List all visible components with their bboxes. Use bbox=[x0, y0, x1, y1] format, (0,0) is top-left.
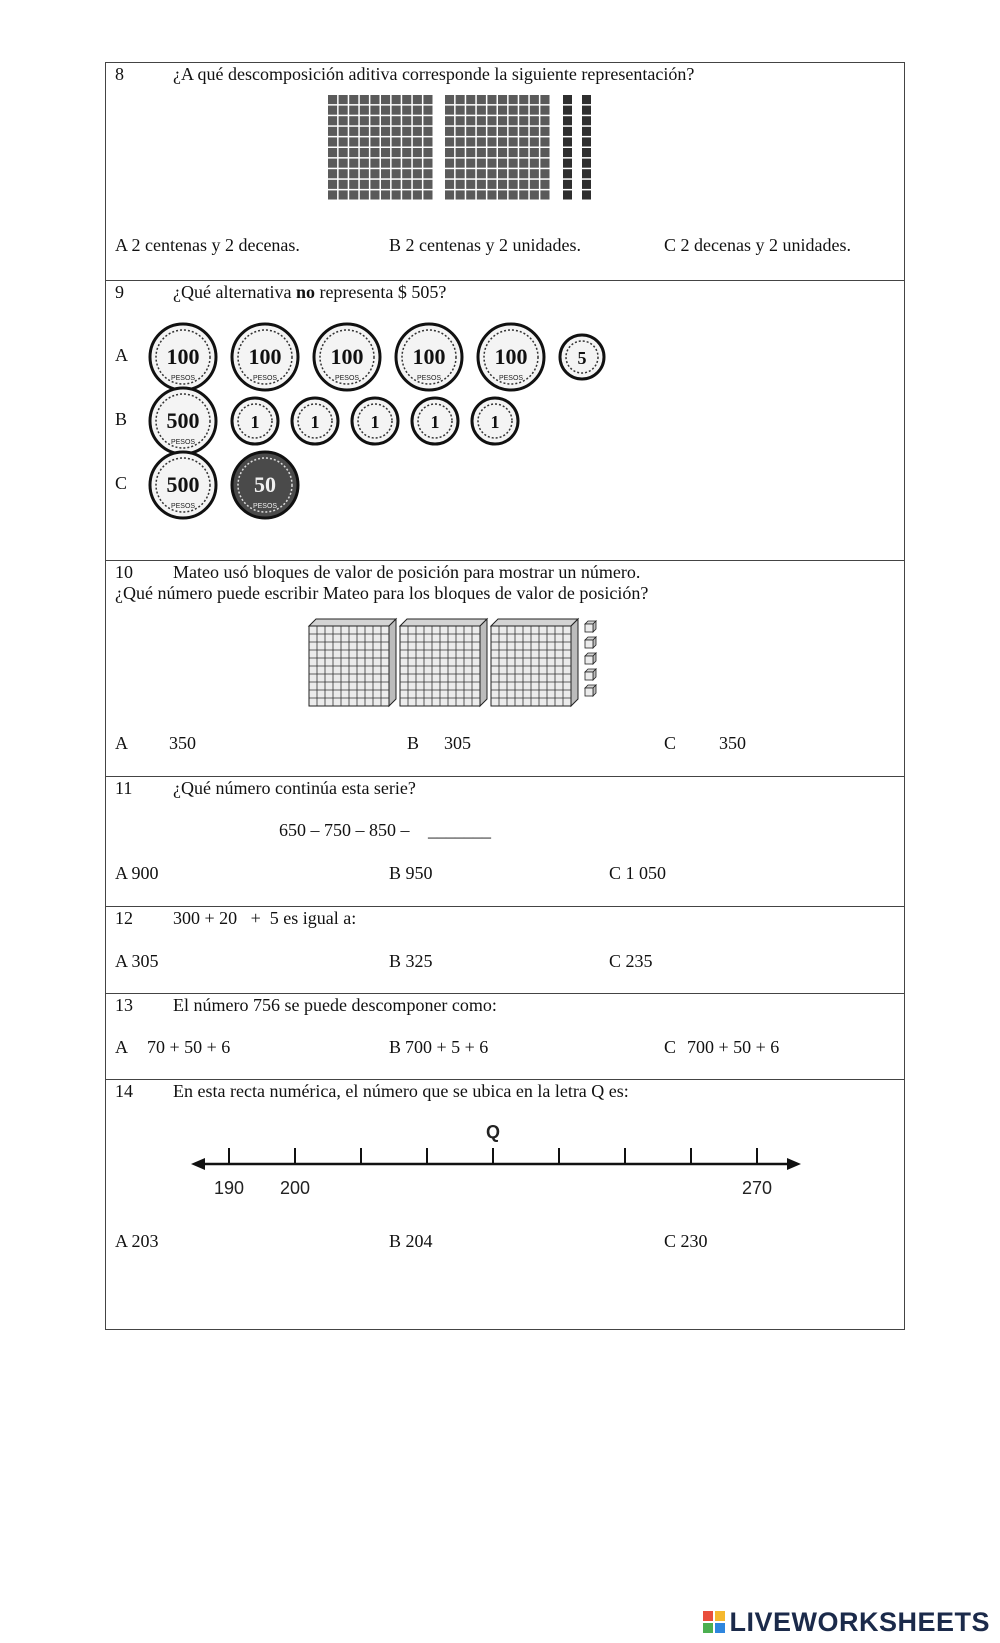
svg-text:PESOS: PESOS bbox=[252, 503, 278, 510]
place-value-blocks-image bbox=[309, 619, 609, 709]
svg-text:100: 100 bbox=[248, 344, 282, 369]
coin-100 bbox=[478, 324, 544, 390]
svg-text:100: 100 bbox=[412, 344, 446, 369]
question-number: 8 bbox=[115, 64, 124, 84]
coin-100 bbox=[150, 324, 216, 390]
unit-cube bbox=[585, 637, 596, 648]
option-c-letter[interactable]: C bbox=[115, 473, 128, 493]
question-text: ¿A qué descomposición aditiva corresponde la siguiente representación? bbox=[173, 64, 695, 84]
option-c[interactable]: C 230 bbox=[664, 1231, 708, 1251]
question-text: El número 756 se puede descomponer como: bbox=[173, 995, 497, 1015]
question-11 bbox=[106, 777, 904, 907]
option-a[interactable]: A 900 bbox=[115, 863, 159, 883]
svg-text:PESOS: PESOS bbox=[170, 439, 196, 446]
coin-1 bbox=[292, 398, 338, 444]
option-a-letter[interactable]: A bbox=[115, 733, 128, 753]
svg-text:1: 1 bbox=[310, 412, 320, 432]
label-190: 190 bbox=[213, 1178, 245, 1198]
svg-text:5: 5 bbox=[577, 348, 587, 368]
option-c[interactable]: C 1 050 bbox=[609, 863, 667, 883]
ten-rod bbox=[563, 95, 572, 200]
footer-logo bbox=[703, 1607, 990, 1637]
answer-blank[interactable]: _______ bbox=[428, 820, 491, 840]
coin-500 bbox=[150, 452, 216, 518]
option-a[interactable]: A 203 bbox=[115, 1231, 159, 1251]
coin-500 bbox=[150, 388, 216, 454]
svg-text:1: 1 bbox=[370, 412, 380, 432]
coin-50 bbox=[232, 452, 298, 518]
option-b-letter[interactable]: B bbox=[115, 409, 128, 429]
option-b-value[interactable]: 700 + 5 + 6 bbox=[405, 1037, 489, 1057]
svg-text:PESOS: PESOS bbox=[252, 375, 278, 382]
question-12 bbox=[106, 907, 904, 994]
svg-text:100: 100 bbox=[330, 344, 364, 369]
option-b[interactable]: B 2 centenas y 2 unidades. bbox=[389, 235, 581, 255]
question-text: ¿Qué número continúa esta serie? bbox=[173, 778, 416, 798]
svg-text:1: 1 bbox=[430, 412, 440, 432]
question-number: 13 bbox=[115, 995, 133, 1015]
coin-1 bbox=[472, 398, 518, 444]
hundred-block bbox=[309, 619, 396, 706]
option-a[interactable]: A 305 bbox=[115, 951, 159, 971]
question-number: 12 bbox=[115, 908, 133, 928]
option-c[interactable]: C 2 decenas y 2 unidades. bbox=[664, 235, 851, 255]
number-series: 650 – 750 – 850 – bbox=[279, 820, 410, 840]
right-arrow-icon bbox=[787, 1158, 801, 1170]
svg-text:100: 100 bbox=[494, 344, 528, 369]
left-arrow-icon bbox=[191, 1158, 205, 1170]
base-ten-blocks-image bbox=[328, 95, 608, 207]
unit-cube bbox=[585, 669, 596, 680]
option-a-letter[interactable]: A bbox=[115, 345, 128, 365]
coin-1 bbox=[352, 398, 398, 444]
coins-image bbox=[106, 281, 904, 561]
label-q: Q bbox=[485, 1122, 501, 1142]
option-a-value[interactable]: 350 bbox=[169, 733, 196, 753]
option-b-letter[interactable]: B bbox=[389, 1037, 402, 1057]
option-b[interactable]: B 204 bbox=[389, 1231, 433, 1251]
unit-cube bbox=[585, 621, 596, 632]
unit-cube bbox=[585, 685, 596, 696]
question-number: 14 bbox=[115, 1081, 133, 1101]
option-a-letter[interactable]: A bbox=[115, 1037, 128, 1057]
option-c[interactable]: C 235 bbox=[609, 951, 653, 971]
svg-text:50: 50 bbox=[254, 472, 276, 497]
option-a[interactable]: A 2 centenas y 2 decenas. bbox=[115, 235, 300, 255]
ten-rod bbox=[582, 95, 591, 200]
svg-text:PESOS: PESOS bbox=[416, 375, 442, 382]
coin-100 bbox=[396, 324, 462, 390]
coin-5 bbox=[560, 335, 604, 379]
hundred-flat bbox=[328, 95, 433, 200]
question-9 bbox=[106, 281, 904, 561]
question-text: En esta recta numérica, el número que se ubica en la letra Q es: bbox=[173, 1081, 629, 1101]
unit-cube bbox=[585, 653, 596, 664]
label-200: 200 bbox=[279, 1178, 311, 1198]
option-c-letter[interactable]: C bbox=[664, 733, 677, 753]
coin-100 bbox=[232, 324, 298, 390]
svg-text:PESOS: PESOS bbox=[334, 375, 360, 382]
option-b-value[interactable]: 305 bbox=[444, 733, 471, 753]
svg-text:PESOS: PESOS bbox=[170, 375, 196, 382]
question-text-line-2: ¿Qué número puede escribir Mateo para los bloques de valor de posición? bbox=[115, 583, 649, 603]
coin-1 bbox=[232, 398, 278, 444]
question-text: ¿Qué alternativa no representa $ 505? bbox=[173, 282, 447, 302]
number-line bbox=[191, 1118, 811, 1208]
question-10 bbox=[106, 561, 904, 777]
option-b[interactable]: B 950 bbox=[389, 863, 433, 883]
question-number: 11 bbox=[115, 778, 133, 798]
svg-text:PESOS: PESOS bbox=[498, 375, 524, 382]
svg-text:1: 1 bbox=[250, 412, 260, 432]
option-c-letter[interactable]: C bbox=[664, 1037, 677, 1057]
question-13 bbox=[106, 994, 904, 1080]
label-270: 270 bbox=[741, 1178, 773, 1198]
question-14 bbox=[106, 1080, 904, 1329]
liveworksheets-logo-icon bbox=[703, 1611, 725, 1633]
option-b[interactable]: B 325 bbox=[389, 951, 433, 971]
tick-marks bbox=[229, 1148, 757, 1164]
svg-text:PESOS: PESOS bbox=[170, 503, 196, 510]
option-b-letter[interactable]: B bbox=[407, 733, 420, 753]
coin-100 bbox=[314, 324, 380, 390]
hundred-block bbox=[491, 619, 578, 706]
brand-name: LIVEWORKSHEETS bbox=[729, 1606, 990, 1637]
hundred-block bbox=[400, 619, 487, 706]
coin-1 bbox=[412, 398, 458, 444]
svg-text:500: 500 bbox=[166, 472, 200, 497]
exam-sheet bbox=[105, 62, 905, 1330]
svg-text:1: 1 bbox=[490, 412, 500, 432]
hundred-flat bbox=[445, 95, 550, 200]
option-a-value[interactable]: 70 + 50 + 6 bbox=[147, 1037, 231, 1057]
option-c-value[interactable]: 350 bbox=[719, 733, 746, 753]
option-c-value[interactable]: 700 + 50 + 6 bbox=[687, 1037, 780, 1057]
svg-text:100: 100 bbox=[166, 344, 200, 369]
question-text-line-1: Mateo usó bloques de valor de posición para mostrar un número. bbox=[173, 562, 641, 582]
svg-text:500: 500 bbox=[166, 408, 200, 433]
question-number: 9 bbox=[115, 282, 124, 302]
question-number: 10 bbox=[115, 562, 133, 582]
question-8 bbox=[106, 63, 904, 281]
question-text: 300 + 20 + 5 es igual a: bbox=[173, 908, 357, 928]
